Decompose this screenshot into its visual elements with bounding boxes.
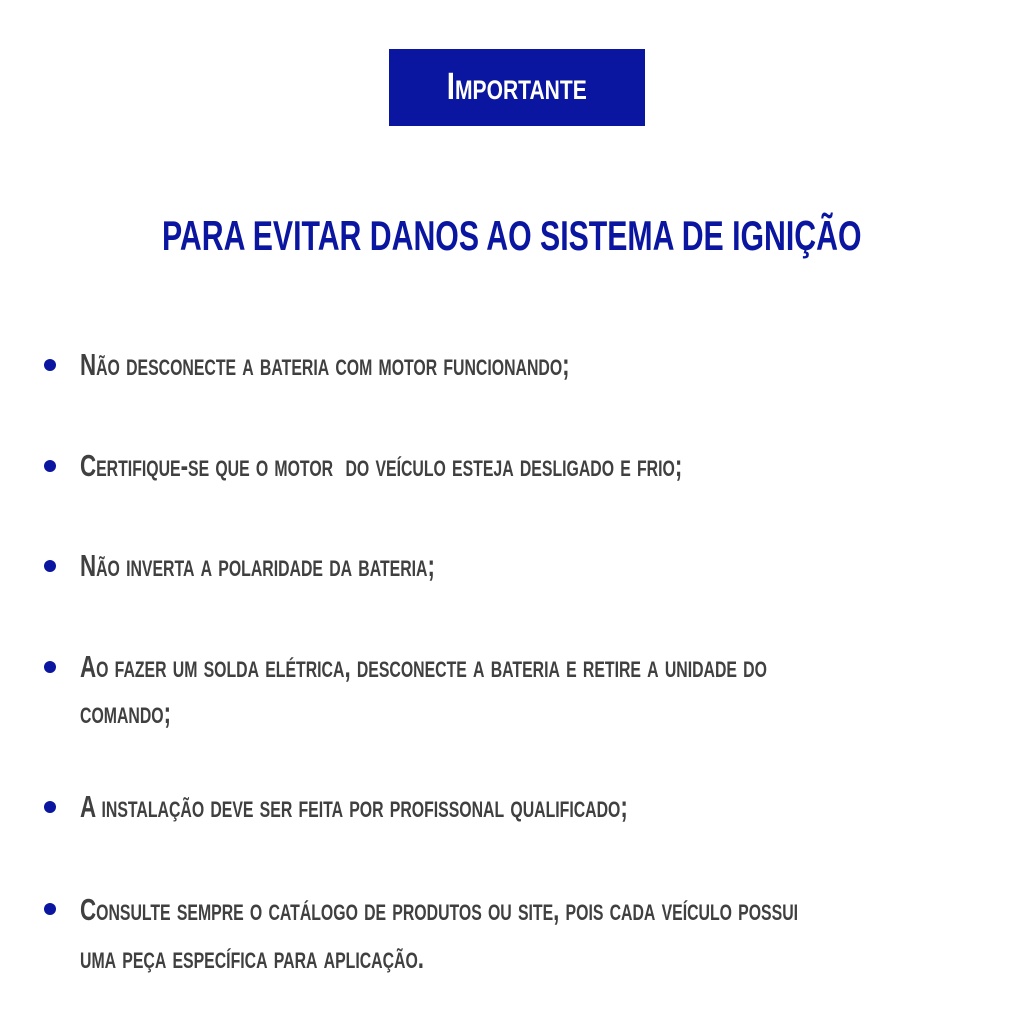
list-item-text: Não inverta a polaridade da bateria; — [80, 548, 435, 583]
list-item-text: A instalação deve ser feita por profissonal qualificado; — [80, 789, 628, 824]
list-item-text: Certifique-se que o motor do veículo esteja desligado e frio; — [80, 448, 683, 483]
list-item-text: Consulte sempre o catálogo de produtos ou site, pois cada veículo possui uma peça específica para aplicação. — [80, 892, 799, 975]
bullet-icon — [44, 661, 56, 673]
list-item-text: Ao fazer um solda elétrica, desconecte a bateria e retire a unidade do comando; — [80, 649, 767, 730]
bullet-icon — [44, 903, 56, 915]
bullet-icon — [44, 801, 56, 813]
bullet-icon — [44, 560, 56, 572]
bullet-icon — [44, 460, 56, 472]
banner-title: Importante — [446, 66, 588, 108]
subtitle-text: PARA EVITAR DANOS AO SISTEMA DE IGNIÇÃO — [162, 212, 862, 259]
list-item-text: Não desconecte a bateria com motor funcionando; — [80, 347, 570, 382]
bullet-icon — [44, 359, 56, 371]
